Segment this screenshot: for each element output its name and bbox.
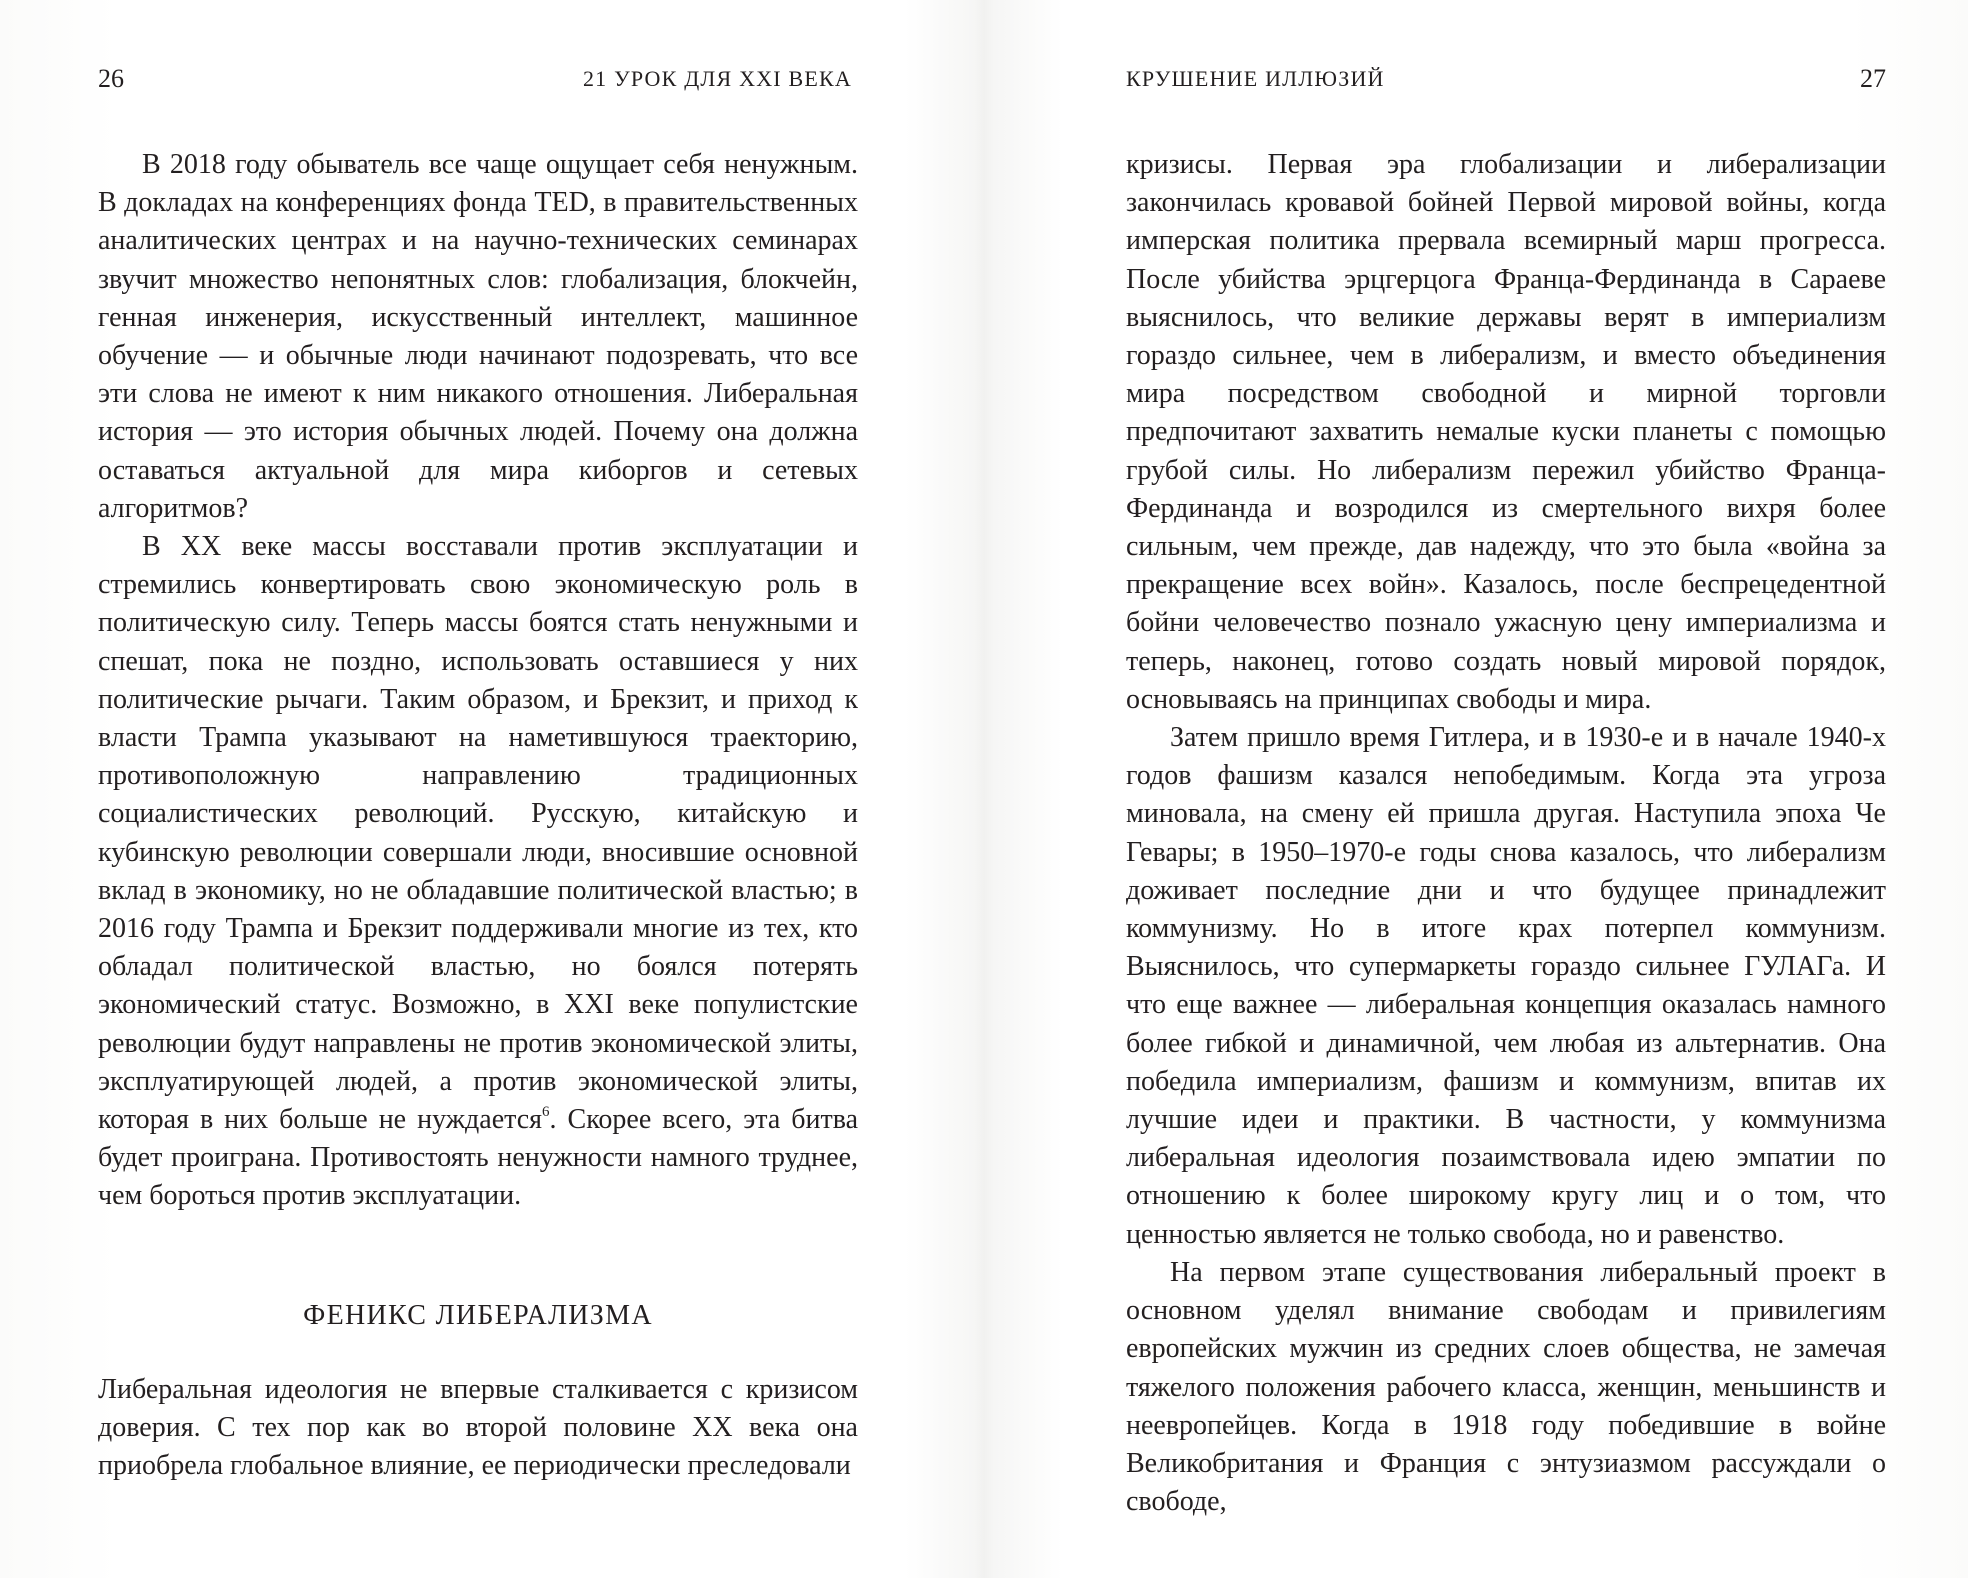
paragraph: На первом этапе существования либеральный проект в основном уделял внимание свободам и привилегиям европейских мужчин из средних слоев общества, не замечая тяжелого положения рабочего класса, женщин, меньшинств и неевропейцев. Когда в 1918 году победившие в войне Великобритания и Франция с энтузиазмом рассуждали о свободе, <box>1126 1256 1886 1518</box>
left-body-text <box>98 146 858 1485</box>
paragraph: кризисы. Первая эра глобализации и либерализации закончилась кровавой бойней Первой мировой войны, когда имперская политика прервала всемирный марш прогресса. После убийства эрцгерцога Франца-Фердинанда в Сараеве выяснилось, что великие державы верят в империализм гораздо сильнее, чем в либерализм, и вместо объединения мира посредством свободной и мирной торговли предпочитают захватить немалые куски планеты с помощью грубой силы. Но либерализм пережил убийство Франца-Фердинанда и возродился из смертельного вихря более сильным, чем прежде, дав надежду, что это была «война за прекращение всех войн». Казалось, после беспрецедентной бойни человечество познало ужасную цену империализма и теперь, наконец, готово создать новый мировой порядок, основываясь на принципах свободы и мира. <box>1126 149 1886 715</box>
footnote-reference: 6 <box>542 1104 550 1121</box>
right-body-text <box>1126 146 1886 1521</box>
right-page <box>1126 0 1886 1578</box>
chapter-title-header: КРУШЕНИЕ ИЛЛЮЗИЙ <box>1126 66 1385 91</box>
right-running-head <box>1126 64 1886 104</box>
paragraph-punctuation: . <box>549 1104 568 1136</box>
page-number: 27 <box>1860 64 1886 93</box>
left-running-head <box>98 64 858 104</box>
paragraph: Затем пришло время Гитлера, и в 1930-е и в начале 1940-х годов фашизм казался непобедимым. Когда эта угроза миновала, на смену ей пришла другая. Наступила эпоха Че Гевары; в 1950–1970-е годы снова казалось, что либерализм доживает последние дни и что будущее принадлежит коммунизму. Но в итоге крах потерпел коммунизм. Выяснилось, что супермаркеты гораздо сильнее ГУЛАГа. И что еще важнее — либеральная концепция оказалась намного более гибкой и динамичной, чем любая из альтернатив. Она победила империализм, фашизм и коммунизм, впитав их лучшие идеи и практики. В частности, у коммунизма либеральная идеология позаимствовала идею эмпатии по отношению к более широкому кругу лиц и о том, что ценностью является не только свобода, но и равенство. <box>1126 722 1886 1250</box>
paragraph: Либеральная идеология не впервые сталкивается с кризисом доверия. С тех пор как во второй половине XX века она приобрела глобальное влияние, ее периодически преследовали <box>98 1373 858 1482</box>
paragraph-text: В XX веке массы восставали против эксплуатации и стремились конвертировать свою экономическую роль в политическую силу. Теперь массы боятся стать ненужными и спешат, пока не поздно, использовать оставшиеся у них политические рычаги. Таким образом, и Брекзит, и приход к власти Трампа указывают на наметившуюся траекторию, противоположную направлению традиционных социалистических революций. Русскую, китайскую и кубинскую революции совершали люди, вносившие основной вклад в экономику, но не обладавшие политической властью; в 2016 году Трампа и Брекзит поддерживали многие из тех, кто обладал политической властью, но боялся потерять экономический статус. Возможно, в XXI веке популистские революции будут направлены не против экономической элиты, эксплуатирующей людей, а против экономической элиты, которая в них больше не нуждается <box>98 531 858 1136</box>
paragraph: В 2018 году обыватель все чаще ощущает себя ненужным. В докладах на конференциях фонда TED, в правительственных аналитических центрах и на научно-технических семинарах звучит множество непонятных слов: глобализация, блокчейн, генная инженерия, искусственный интеллект, машинное обучение — и обычные люди начинают подозревать, что все эти слова не имеют к ним никакого отношения. Либеральная история — это история обычных людей. Почему она должна оставаться актуальной для мира киборгов и сетевых алгоритмов? <box>98 149 858 524</box>
paragraph-text: Скорее всего, эта битва будет проиграна. Противостоять ненужности намного труднее, чем бороться против эксплуатации. <box>98 1104 858 1212</box>
book-title-header: 21 УРОК ДЛЯ XXI ВЕКА <box>582 66 852 91</box>
section-heading: ФЕНИКС ЛИБЕРАЛИЗМА <box>303 1299 653 1331</box>
left-page <box>98 0 858 1578</box>
paragraph <box>98 528 858 1216</box>
page-number: 26 <box>98 64 124 93</box>
